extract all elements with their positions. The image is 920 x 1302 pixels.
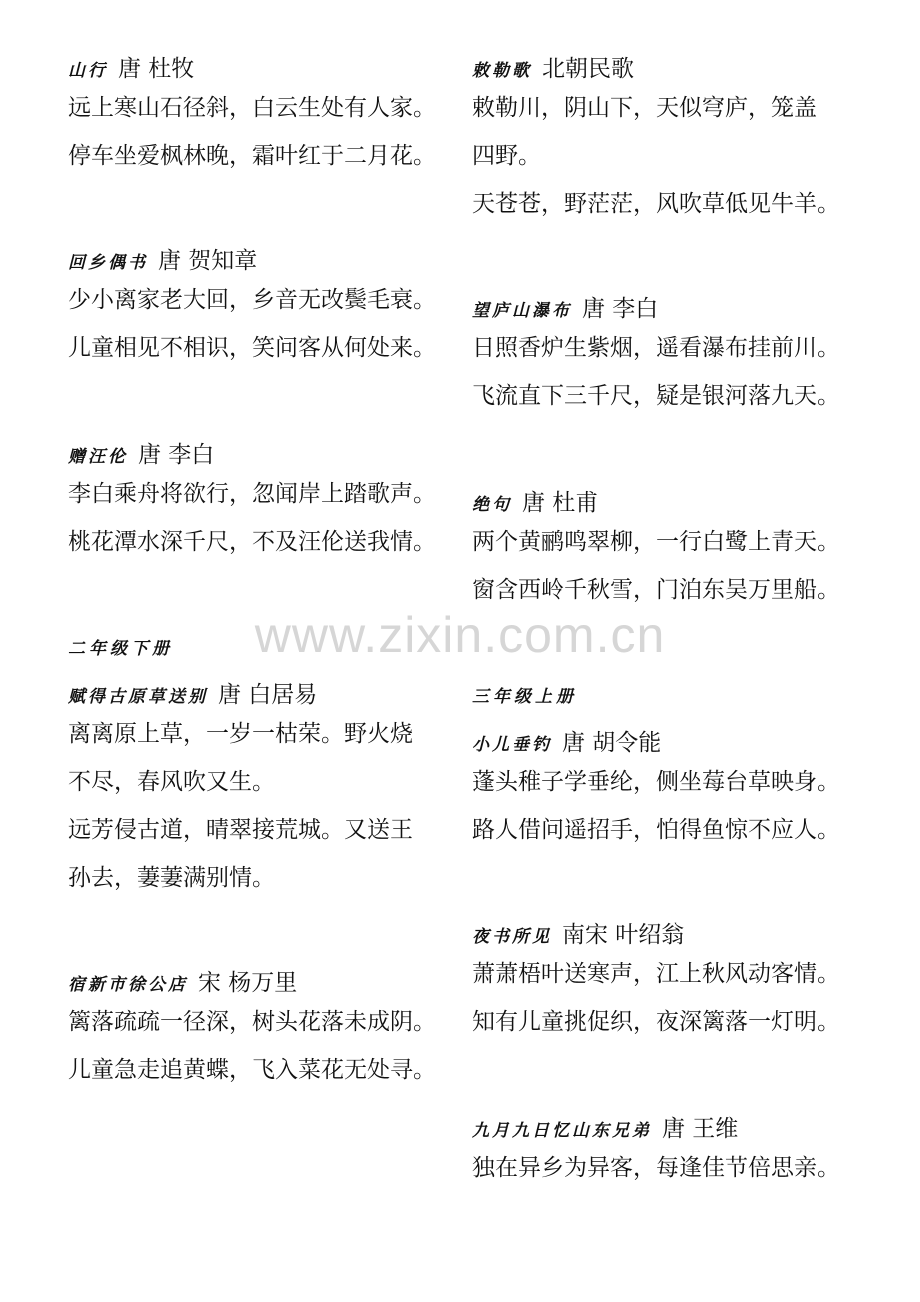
poem-line: 远上寒山石径斜，白云生处有人家。: [68, 95, 436, 121]
poem-block: [68, 54, 468, 180]
poem-title: 夜书所见: [472, 927, 552, 947]
poem-title: 山行: [68, 61, 108, 81]
poem-block: [68, 680, 468, 902]
poem-author: 宋 杨万里: [198, 970, 298, 996]
poem-author: 唐 贺知章: [158, 248, 258, 274]
poem-author: 唐 杜牧: [118, 56, 195, 82]
poem-line: 儿童相见不相识，笑问客从何处来。: [68, 335, 436, 361]
poem-block: [472, 488, 872, 614]
poem-block: [68, 440, 468, 566]
grade-heading: 二年级下册: [68, 639, 173, 659]
poem-block: [472, 920, 872, 1046]
poem-author: 唐 杜甫: [522, 490, 599, 516]
poem-line: 桃花潭水深千尺，不及汪伦送我情。: [68, 529, 436, 555]
poem-line: 离离原上草，一岁一枯荣。野火烧: [68, 721, 413, 747]
poem-block: [472, 728, 872, 854]
poem-title: 赠汪伦: [68, 447, 128, 467]
poem-line: 儿童急走追黄蝶，飞入菜花无处寻。: [68, 1057, 436, 1083]
poem-line: 窗含西岭千秋雪，门泊东吴万里船。: [472, 577, 840, 603]
poem-title: 赋得古原草送别: [68, 687, 208, 707]
poem-title: 敕勒歌: [472, 61, 532, 81]
poem-block: [472, 54, 872, 228]
poem-line: 独在异乡为异客，每逢佳节倍思亲。: [472, 1155, 840, 1181]
poem-heading: [472, 920, 872, 950]
poem-line: 李白乘舟将欲行，忽闻岸上踏歌声。: [68, 481, 436, 507]
poem-line: 路人借问遥招手，怕得鱼惊不应人。: [472, 817, 840, 843]
poem-line: 不尽，春风吹又生。: [68, 769, 275, 795]
poem-line: 停车坐爱枫林晚，霜叶红于二月花。: [68, 143, 436, 169]
poem-block: [472, 1114, 872, 1192]
grade-heading-block: [472, 682, 872, 712]
poem-heading: [68, 968, 468, 998]
poem-line: 飞流直下三千尺，疑是银河落九天。: [472, 383, 840, 409]
poem-line: 日照香炉生紫烟，遥看瀑布挂前川。: [472, 335, 840, 361]
poem-heading: [472, 488, 872, 518]
poem-author: 唐 李白: [138, 442, 215, 468]
poem-line: 萧萧梧叶送寒声，江上秋风动客情。: [472, 961, 840, 987]
poem-line: 知有儿童挑促织，夜深篱落一灯明。: [472, 1009, 840, 1035]
poem-title: 宿新市徐公店: [68, 975, 188, 995]
poem-title: 望庐山瀑布: [472, 301, 572, 321]
poem-heading: [472, 1114, 872, 1144]
poem-line: 天苍苍，野茫茫，风吹草低见牛羊。: [472, 191, 840, 217]
poem-author: 北朝民歌: [542, 56, 634, 82]
poem-title: 九月九日忆山东兄弟: [472, 1121, 652, 1141]
poem-line: 远芳侵古道，晴翠接荒城。又送王: [68, 817, 413, 843]
poem-title: 绝句: [472, 495, 512, 515]
poem-author: 唐 王维: [662, 1116, 739, 1142]
poem-heading: [472, 294, 872, 324]
grade-heading-block: [68, 634, 468, 664]
poem-title: 小儿垂钓: [472, 735, 552, 755]
poem-heading: [68, 54, 468, 84]
poem-line: 少小离家老大回，乡音无改鬓毛衰。: [68, 287, 436, 313]
poem-block: [68, 246, 468, 372]
grade-heading: 三年级上册: [472, 687, 577, 707]
poem-line: 孙去，萋萋满别情。: [68, 865, 275, 891]
poem-heading: [68, 680, 468, 710]
poem-line: 敕勒川，阴山下，天似穹庐，笼盖: [472, 95, 817, 121]
poem-heading: [472, 728, 872, 758]
poem-author: 唐 胡令能: [562, 730, 662, 756]
poem-heading: [472, 54, 872, 84]
poem-block: [472, 294, 872, 420]
poem-author: 唐 白居易: [218, 682, 318, 708]
poem-block: [68, 968, 468, 1094]
poem-line: 蓬头稚子学垂纶，侧坐莓台草映身。: [472, 769, 840, 795]
watermark: www.zixin.com.cn: [254, 607, 666, 663]
poem-line: 篱落疏疏一径深，树头花落未成阴。: [68, 1009, 436, 1035]
poem-title: 回乡偶书: [68, 253, 148, 273]
poem-author: 唐 李白: [582, 296, 659, 322]
poem-line: 四野。: [472, 143, 541, 169]
poem-heading: [68, 246, 468, 276]
poem-author: 南宋 叶绍翁: [562, 922, 685, 948]
poem-line: 两个黄鹂鸣翠柳，一行白鹭上青天。: [472, 529, 840, 555]
poem-heading: [68, 440, 468, 470]
